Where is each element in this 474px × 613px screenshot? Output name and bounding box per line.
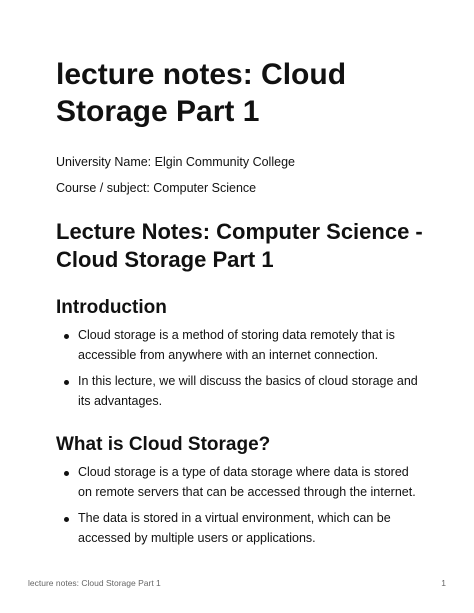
list-item-text: Cloud storage is a method of storing data remotely that is accessible from anywhere with an internet connection. [78, 328, 395, 362]
bullet-icon [64, 334, 69, 339]
course-subject: Course / subject: Computer Science [56, 181, 257, 195]
section-title-introduction: Introduction [56, 297, 167, 318]
section-title-what-is-cloud-storage: What is Cloud Storage? [56, 434, 271, 455]
list-item [56, 326, 426, 365]
list-item [56, 509, 426, 548]
list-item-text: Cloud storage is a type of data storage where data is stored on remote servers that can be accessed through the internet. [78, 465, 416, 499]
introduction-bullets [56, 326, 426, 411]
footer-title: lecture notes: Cloud Storage Part 1 [28, 578, 161, 588]
bullet-icon [64, 471, 69, 476]
lecture-heading: Lecture Notes: Computer Science - Cloud Storage Part 1 [56, 219, 423, 272]
page-number: 1 [441, 578, 446, 588]
bullet-icon [64, 380, 69, 385]
university-name: University Name: Elgin Community College [56, 155, 295, 169]
page-footer [28, 578, 446, 588]
list-item-text: The data is stored in a virtual environment, which can be accessed by multiple users or applications. [78, 511, 391, 545]
page-content [56, 56, 426, 555]
list-item-text: In this lecture, we will discuss the basics of cloud storage and its advantages. [78, 374, 418, 408]
what-is-cloud-storage-bullets [56, 463, 426, 548]
bullet-icon [64, 517, 69, 522]
list-item [56, 372, 426, 411]
list-item [56, 463, 426, 502]
document-title: lecture notes: Cloud Storage Part 1 [56, 58, 347, 128]
